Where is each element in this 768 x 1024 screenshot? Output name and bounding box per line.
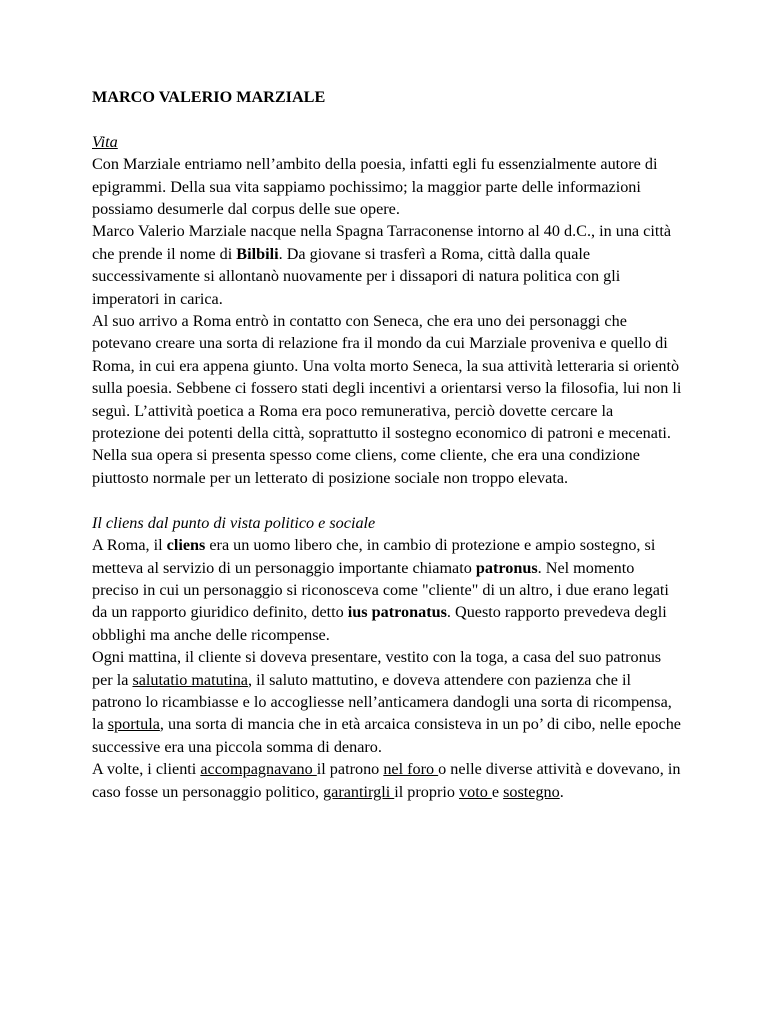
text-run: il patrono	[316, 760, 384, 779]
text-run: . Nel momento preciso in cui un personaggio si riconosceva come "cliente" di un altro, i due erano legati da un rapporto giuridico definito, detto	[92, 558, 669, 622]
paragraph-intro: Con Marziale entriamo nell’ambito della poesia, infatti egli fu essenzialmente autore di epigrammi. Della sua vita sappiamo pochissimo; la maggior parte delle informazioni possiamo desumerle dal corpus delle sue opere.	[92, 155, 658, 219]
section-heading-cliens: Il cliens dal punto di vista politico e sociale	[92, 513, 376, 532]
blank-line	[92, 489, 684, 511]
text-run: A Roma, il	[92, 536, 167, 555]
bold-term-ius-patronatus: ius patronatus	[347, 603, 447, 622]
underlined-term-sostegno: sostegno	[503, 782, 560, 801]
text-run: . Da giovane si trasferì a Roma, città dalla quale successivamente si allontanò nuovamente per i dissapori di natura politica con gli imperatori in carica.	[92, 244, 621, 308]
text-run: , il saluto mattutino, e doveva attendere con pazienza che il patrono lo ricambiasse e lo accogliesse nell’anticamera dandogli una sorta di ricompensa, la	[92, 670, 672, 734]
underlined-term-accompagnavano: accompagnavano	[200, 760, 317, 779]
paragraph-birth	[92, 220, 684, 310]
paragraph-cliens-definition	[92, 534, 684, 646]
paragraph-cliens-condition: Nella sua opera si presenta spesso come cliens, come cliente, che era una condizione piuttosto normale per un letterato di posizione sociale non troppo elevata.	[92, 446, 640, 487]
underlined-term-sportula: sportula	[107, 715, 160, 734]
text-run: Marco Valerio Marziale nacque nella Spagna Tarraconense intorno al 40 d.C., in una città che prende il nome di	[92, 222, 672, 263]
text-run: era un uomo libero che, in cambio di protezione e ampio sostegno, si metteva al servizio di un personaggio importante chiamato	[92, 536, 656, 577]
bold-term-cliens: cliens	[166, 536, 206, 555]
underlined-term-garantirgli: garantirgli	[323, 782, 395, 801]
paragraph-clienti-duties	[92, 758, 684, 803]
section-heading-vita: Vita	[92, 132, 118, 151]
text-run: e	[491, 782, 504, 801]
text-run: o nelle diverse attività e dovevano, in caso fosse un personaggio politico,	[92, 760, 681, 801]
document-title: MARCO VALERIO MARZIALE	[92, 88, 326, 106]
text-run: il proprio	[394, 782, 460, 801]
text-run: Ogni mattina, il cliente si doveva presentare, vestito con la toga, a casa del suo patronus per la	[92, 648, 662, 689]
text-run: A volte, i clienti	[92, 760, 201, 779]
blank-line	[92, 108, 684, 130]
underlined-term-voto: voto	[459, 782, 492, 801]
text-run: , una sorta di mancia che in età arcaica consisteva in un po’ di cibo, nelle epoche successive era una piccola somma di denaro.	[92, 715, 681, 756]
paragraph-seneca: Al suo arrivo a Roma entrò in contatto con Seneca, che era uno dei personaggi che potevano creare una sorta di relazione fra il mondo da cui Marziale proveniva e quello di Roma, in cui era appena giunto. Una volta morto Seneca, la sua attività letteraria si orientò sulla poesia. Sebbene ci fossero stati degli incentivi a orientarsi verso la filosofia, lui non li seguì. L’attività poetica a Roma era poco remunerativa, perciò dovette cercare la protezione dei potenti della città, soprattutto il sostegno economico di patroni e mecenati.	[92, 312, 682, 443]
bold-term-bilbili: Bilbili	[236, 244, 279, 263]
underlined-term-salutatio: salutatio matutina	[132, 670, 248, 689]
text-run: .	[559, 782, 564, 801]
bold-term-patronus: patronus	[475, 558, 538, 577]
text-run: . Questo rapporto prevedeva degli obblighi ma anche delle ricompense.	[92, 603, 667, 644]
document-page	[92, 86, 684, 803]
underlined-term-foro: nel foro	[383, 760, 439, 779]
paragraph-salutatio	[92, 646, 684, 758]
